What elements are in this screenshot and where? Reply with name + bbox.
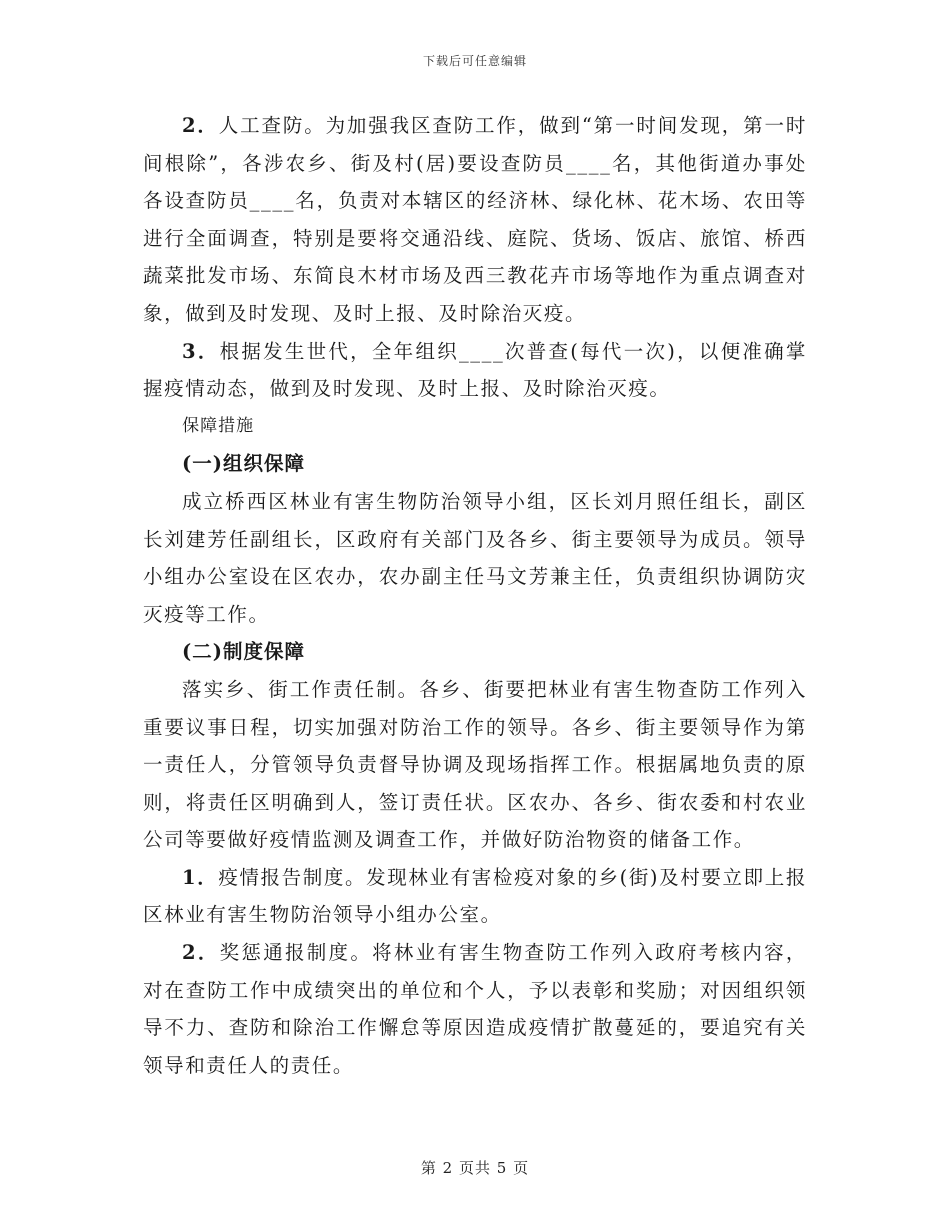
item-number: 3． (182, 339, 220, 363)
section-title: 保障措施 (182, 415, 255, 436)
paragraph-report-rule (143, 859, 807, 934)
subsection-title-system: (二)制度保障 (182, 640, 305, 664)
item-number: 2． (182, 114, 219, 137)
page-footer: 第 2 页共 5 页 (420, 1159, 530, 1177)
paragraph-text: 人工查防。为加强我区查防工作，做到“第一时间发现，第一时间根除”，各涉农乡、街及村(居)要设查防员____名，其他街道办事处各设查防员____名，负责对本辖区的经济林、绿化林、花木场、农田等进行全面调查，特别是要将交通沿线、庭院、货场、饭店、旅馆、桥西蔬菜批发市场、东简良木材市场及西三教花卉市场等地作为重点调查对象，做到及时发现、及时上报、及时除治灭疫。 (143, 114, 807, 325)
paragraph-text: 疫情报告制度。发现林业有害检疫对象的乡(街)及村要立即上报区林业有害生物防治领导小组办公室。 (143, 865, 807, 927)
item-number: 2． (182, 941, 220, 965)
subsection-title-organization: (一)组织保障 (182, 452, 305, 476)
paragraph-reward-rule (143, 934, 807, 1084)
page-header: 下载后可任意编辑 (422, 54, 527, 68)
paragraph-manual-inspection (143, 107, 807, 333)
item-number: 1． (182, 865, 219, 889)
paragraph-census (143, 333, 807, 408)
paragraph-system: 落实乡、街工作责任制。各乡、街要把林业有害生物查防工作列入重要议事日程，切实加强对防治工作的领导。各乡、街主要领导作为第一责任人，分管领导负责督导协调及现场指挥工作。根据属地负责的原则，将责任区明确到人，签订责任状。区农办、各乡、街农委和村农业公司等要做好疫情监测及调查工作，并做好防治物资的储备工作。 (143, 677, 807, 852)
paragraph-organization: 成立桥西区林业有害生物防治领导小组，区长刘月照任组长，副区长刘建芳任副组长，区政府有关部门及各乡、街主要领导为成员。领导小组办公室设在区农办，农办副主任马文芳兼主任，负责组织协调防灾灭疫等工作。 (143, 489, 807, 626)
paragraph-text: 根据发生世代，全年组织____次普查(每代一次)，以便准确掌握疫情动态，做到及时发现、及时上报、及时除治灭疫。 (143, 339, 807, 401)
paragraph-text: 奖惩通报制度。将林业有害生物查防工作列入政府考核内容，对在查防工作中成绩突出的单位和个人，予以表彰和奖励；对因组织领导不力、查防和除治工作懈怠等原因造成疫情扩散蔓延的，要追究有关领导和责任人的责任。 (143, 941, 807, 1077)
document-body (143, 107, 807, 1084)
